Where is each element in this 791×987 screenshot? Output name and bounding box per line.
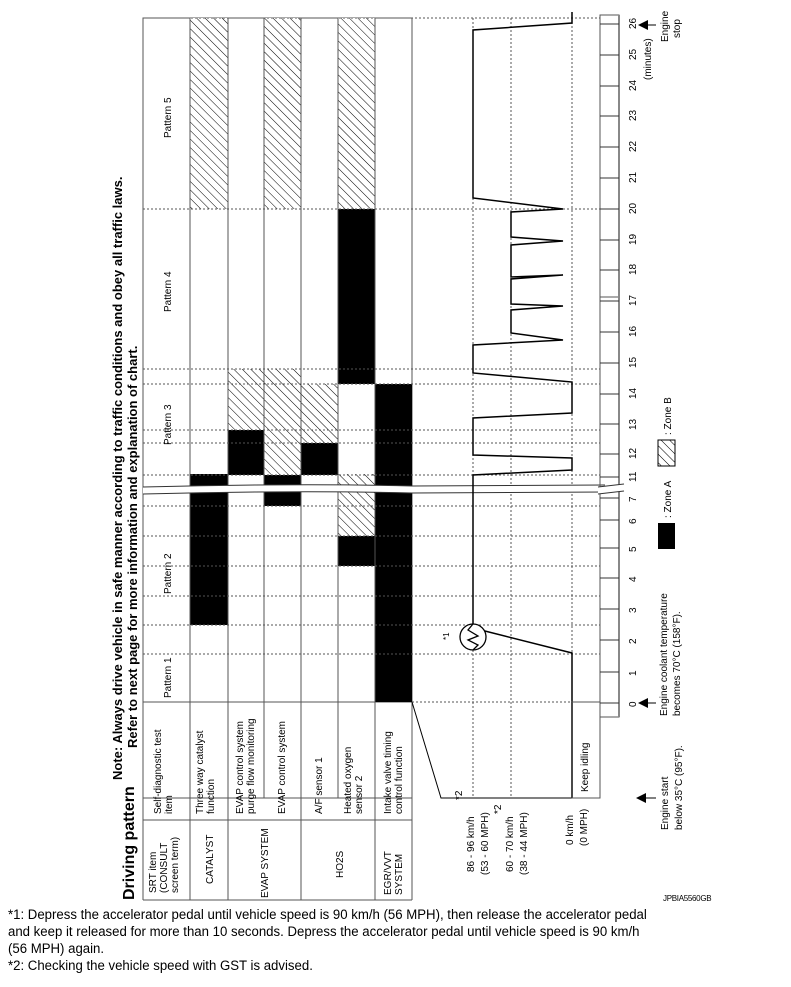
tick-13: 13	[628, 418, 639, 430]
tick-2: 2	[628, 638, 639, 644]
footnote-1-line-2: and keep it released for more than 10 seconds. Depress the accelerator pedal until vehicle speed is 90 km/h	[8, 924, 640, 940]
tick-20: 20	[628, 202, 639, 214]
engine-start-2: below 35°C (95°F).	[674, 745, 685, 830]
tick-26: 26	[628, 17, 639, 29]
group-egr-2: SYSTEM	[394, 853, 405, 895]
tick-17: 17	[628, 294, 639, 306]
item-catalyst-2: function	[206, 778, 217, 814]
coolant-arrow-icon	[638, 698, 648, 708]
zone-b-label: : Zone B	[663, 397, 674, 435]
item-ho2s-2-1: Heated oxygen	[343, 746, 354, 814]
time-axis-labels	[628, 17, 639, 707]
tick-22: 22	[628, 140, 639, 152]
test-header-2: item	[164, 795, 175, 814]
tick-21: 21	[628, 171, 639, 183]
zone-b-swatch	[658, 440, 675, 466]
tick-12: 12	[628, 447, 639, 459]
group-ho2s: HO2S	[335, 850, 346, 878]
footnote-2: *2: Checking the vehicle speed with GST is advised.	[8, 958, 313, 974]
tick-11: 11	[628, 471, 639, 482]
footnotes	[8, 907, 733, 975]
item-ivt-1: Intake valve timing	[383, 731, 394, 814]
tick-4: 4	[628, 576, 639, 582]
tick-7: 7	[628, 496, 639, 502]
speed-high-mph: (53 - 60 MPH)	[480, 812, 491, 875]
image-code: JPBIA5560GB	[663, 894, 712, 903]
time-unit-label: (minutes)	[643, 38, 654, 80]
item-evap-control: EVAP control system	[277, 721, 288, 814]
circle-note: *1	[442, 632, 451, 640]
tick-14: 14	[628, 387, 639, 399]
speed-zero-mph: (0 MPH)	[579, 808, 590, 846]
item-ivt-2: control function	[394, 746, 405, 814]
tick-15: 15	[628, 356, 639, 368]
item-af-sensor: A/F sensor 1	[314, 757, 325, 814]
speed-note-mid: *2	[493, 804, 504, 814]
speed-zero-kmh: 0 km/h	[565, 814, 576, 845]
engine-stop-arrow-icon	[638, 20, 648, 30]
item-catalyst-1: Three way catalyst	[195, 730, 206, 814]
speed-note-high: *2	[454, 790, 465, 800]
speed-mid-kmh: 60 - 70 km/h	[505, 816, 516, 872]
note-line-2: Refer to next page for more information and explanation of chart.	[125, 345, 140, 748]
pattern-3-label: Pattern 3	[163, 404, 174, 445]
pattern-2-label: Pattern 2	[163, 553, 174, 594]
engine-start-1: Engine start	[660, 776, 671, 830]
test-header-1: Self-diagnostic test	[153, 729, 164, 814]
item-ho2s-2-2: sensor 2	[354, 775, 365, 814]
item-evap-purge-2: purge flow monitoring	[246, 718, 257, 814]
zone-a-swatch	[658, 523, 675, 549]
srt-header-3: screen term)	[170, 836, 181, 893]
pattern-5-label: Pattern 5	[163, 97, 174, 138]
srt-header-2: (CONSULT	[159, 842, 170, 893]
group-egr-1: EGR/VVT	[383, 851, 394, 895]
pattern-4-label: Pattern 4	[163, 271, 174, 312]
zone-a-label: : Zone A	[663, 480, 674, 518]
speed-mid-mph: (38 - 44 MPH)	[519, 812, 530, 875]
tick-6: 6	[628, 518, 639, 524]
tick-25: 25	[628, 48, 639, 60]
tick-23: 23	[628, 109, 639, 121]
note-line-1: Note: Always drive vehicle in safe manner according to traffic conditions and obey all traffic laws.	[110, 176, 125, 780]
speed-high-kmh: 86 - 96 km/h	[466, 816, 477, 872]
item-evap-purge-1: EVAP control system	[235, 721, 246, 814]
group-evap: EVAP SYSTEM	[260, 828, 271, 898]
engine-start-arrow-icon	[636, 793, 646, 803]
diagram-title: Driving pattern	[121, 786, 138, 900]
engine-stop-1: Engine	[660, 10, 671, 42]
tick-16: 16	[628, 325, 639, 337]
footnote-1-line-1: *1: Depress the accelerator pedal until vehicle speed is 90 km/h (56 MPH), then release the accelerator pedal	[8, 907, 647, 923]
tick-18: 18	[628, 263, 639, 275]
tick-24: 24	[628, 79, 639, 91]
vehicle-speed-trace	[473, 12, 572, 798]
srt-header-1: SRT item	[148, 851, 159, 893]
coolant-line-1: Engine coolant temperature	[659, 593, 670, 716]
footnote-1-line-3: (56 MPH) again.	[8, 941, 105, 957]
engine-stop-2: stop	[672, 19, 683, 38]
tick-3: 3	[628, 607, 639, 613]
pattern-1-label: Pattern 1	[163, 657, 174, 698]
keep-idling-label: Keep idling	[580, 742, 591, 792]
tick-1: 1	[628, 670, 639, 676]
tick-19: 19	[628, 233, 639, 245]
tick-5: 5	[628, 546, 639, 552]
coolant-line-2: becomes 70°C (158°F).	[672, 611, 683, 716]
group-catalyst: CATALYST	[205, 834, 216, 884]
tick-0: 0	[628, 701, 639, 707]
